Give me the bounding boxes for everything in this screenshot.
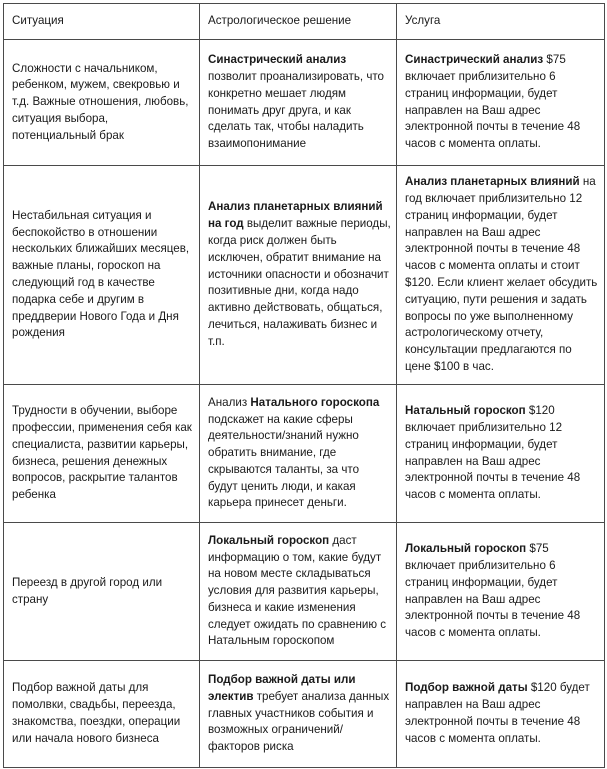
header-situation: Ситуация: [4, 4, 200, 40]
solution-cell: [200, 523, 397, 661]
solution-cell: [200, 40, 397, 166]
service-title: Натальный гороскоп: [405, 404, 526, 418]
services-table: [3, 3, 605, 768]
solution-title: Локальный гороскоп: [208, 533, 330, 547]
solution-text: позволит проанализировать, что конкретно мешает людям понимать друг друга, и как сделать так, чтобы наладить взаимопонимание: [208, 69, 384, 151]
situation-cell: Переезд в другой город или страну: [4, 523, 200, 661]
situation-cell: Трудности в обучении, выборе профессии, применения себя как специалиста, развитии карьеры, бизнеса, решения денежных вопросов, раскрытие талантов ребенка: [4, 385, 200, 523]
table-row: [4, 661, 605, 768]
table-row: [4, 385, 605, 523]
header-row: [4, 4, 605, 40]
service-cell: [397, 40, 605, 166]
solution-title: Синастрический анализ: [208, 53, 347, 67]
header-service: Услуга: [397, 4, 605, 40]
service-title: Синастрический анализ: [405, 53, 544, 67]
service-title: Локальный гороскоп: [405, 542, 527, 556]
solution-text: требует анализа данных главных участников события и возможных ограничений/факторов риска: [208, 689, 390, 754]
service-text: $75 включает приблизительно 6 страниц информации, будет направлен на Ваш адрес электронной почты в течение 48 часов с момента оплаты.: [405, 53, 581, 151]
solution-title: Натального гороскопа: [250, 395, 380, 409]
service-cell: [397, 523, 605, 661]
service-cell: [397, 166, 605, 385]
solution-prefix: Анализ: [208, 395, 251, 409]
solution-title: Подбор важной даты или электив: [208, 673, 356, 703]
situation-cell: Нестабильная ситуация и беспокойство в отношении нескольких ближайших месяцев, важные планы, гороскоп на следующий год в качестве подарка себе и другим в преддверии Нового Года и Дня рождения: [4, 166, 200, 385]
solution-cell: [200, 385, 397, 523]
table-row: [4, 40, 605, 166]
solution-text: даст информацию о том, какие будут на новом месте складываться условия для развития карьеры, бизнеса и какие изменения следует ожидать по сравнению с Натальным гороскопом: [208, 533, 387, 648]
service-cell: [397, 661, 605, 768]
service-text: $75 включает приблизительно 6 страниц информации, будет направлен на Ваш адрес электронной почты в течение 48 часов с момента оплаты.: [405, 542, 581, 640]
service-text: на год включает приблизительно 12 страниц информации, будет направлен на Ваш адрес электронной почты в течение 48 часов с момента оплаты и стоит $120. Если клиент желает обсудить ситуацию, пути решения и задать вопросы по уже выполненному астрологическому отчету, консультации предлагаются по цене $100 в час.: [405, 175, 598, 373]
solution-cell: [200, 166, 397, 385]
service-title: Подбор важной даты: [405, 681, 528, 695]
solution-text: выделит важные периоды, когда риск должен быть исключен, обратит внимание на источники опасности и обозначит позитивные дни, когда надо активно действовать, общаться, лечиться, налаживать бизнес и т.п.: [208, 217, 391, 348]
service-title: Анализ планетарных влияний: [405, 175, 580, 189]
solution-title: Анализ планетарных влияний на год: [208, 200, 383, 231]
situation-cell: Подбор важной даты для помолвки, свадьбы, переезда, знакомства, поездки, операции или начала нового бизнеса: [4, 661, 200, 768]
header-solution: Астрологическое решение: [200, 4, 397, 40]
table-row: [4, 523, 605, 661]
service-text: $120 будет направлен на Ваш адрес электронной почты в течение 48 часов с момента оплаты.: [405, 681, 590, 745]
service-cell: [397, 385, 605, 523]
service-text: $120 включает приблизительно 12 страниц информации, будет направлен на Ваш адрес электронной почты в течение 48 часов с момента оплаты.: [405, 404, 581, 502]
situation-cell: Сложности с начальником, ребенком, мужем, свекровью и т.д. Важные отношения, любовь, ситуация выбора, потенциальный брак: [4, 40, 200, 166]
solution-cell: [200, 661, 397, 768]
solution-text: подскажет на какие сферы деятельности/знаний нужно обратить внимание, где скрываются таланты, за что будут ценить люди, и какая карьера принесет деньги.: [208, 412, 360, 510]
table-row: [4, 166, 605, 385]
